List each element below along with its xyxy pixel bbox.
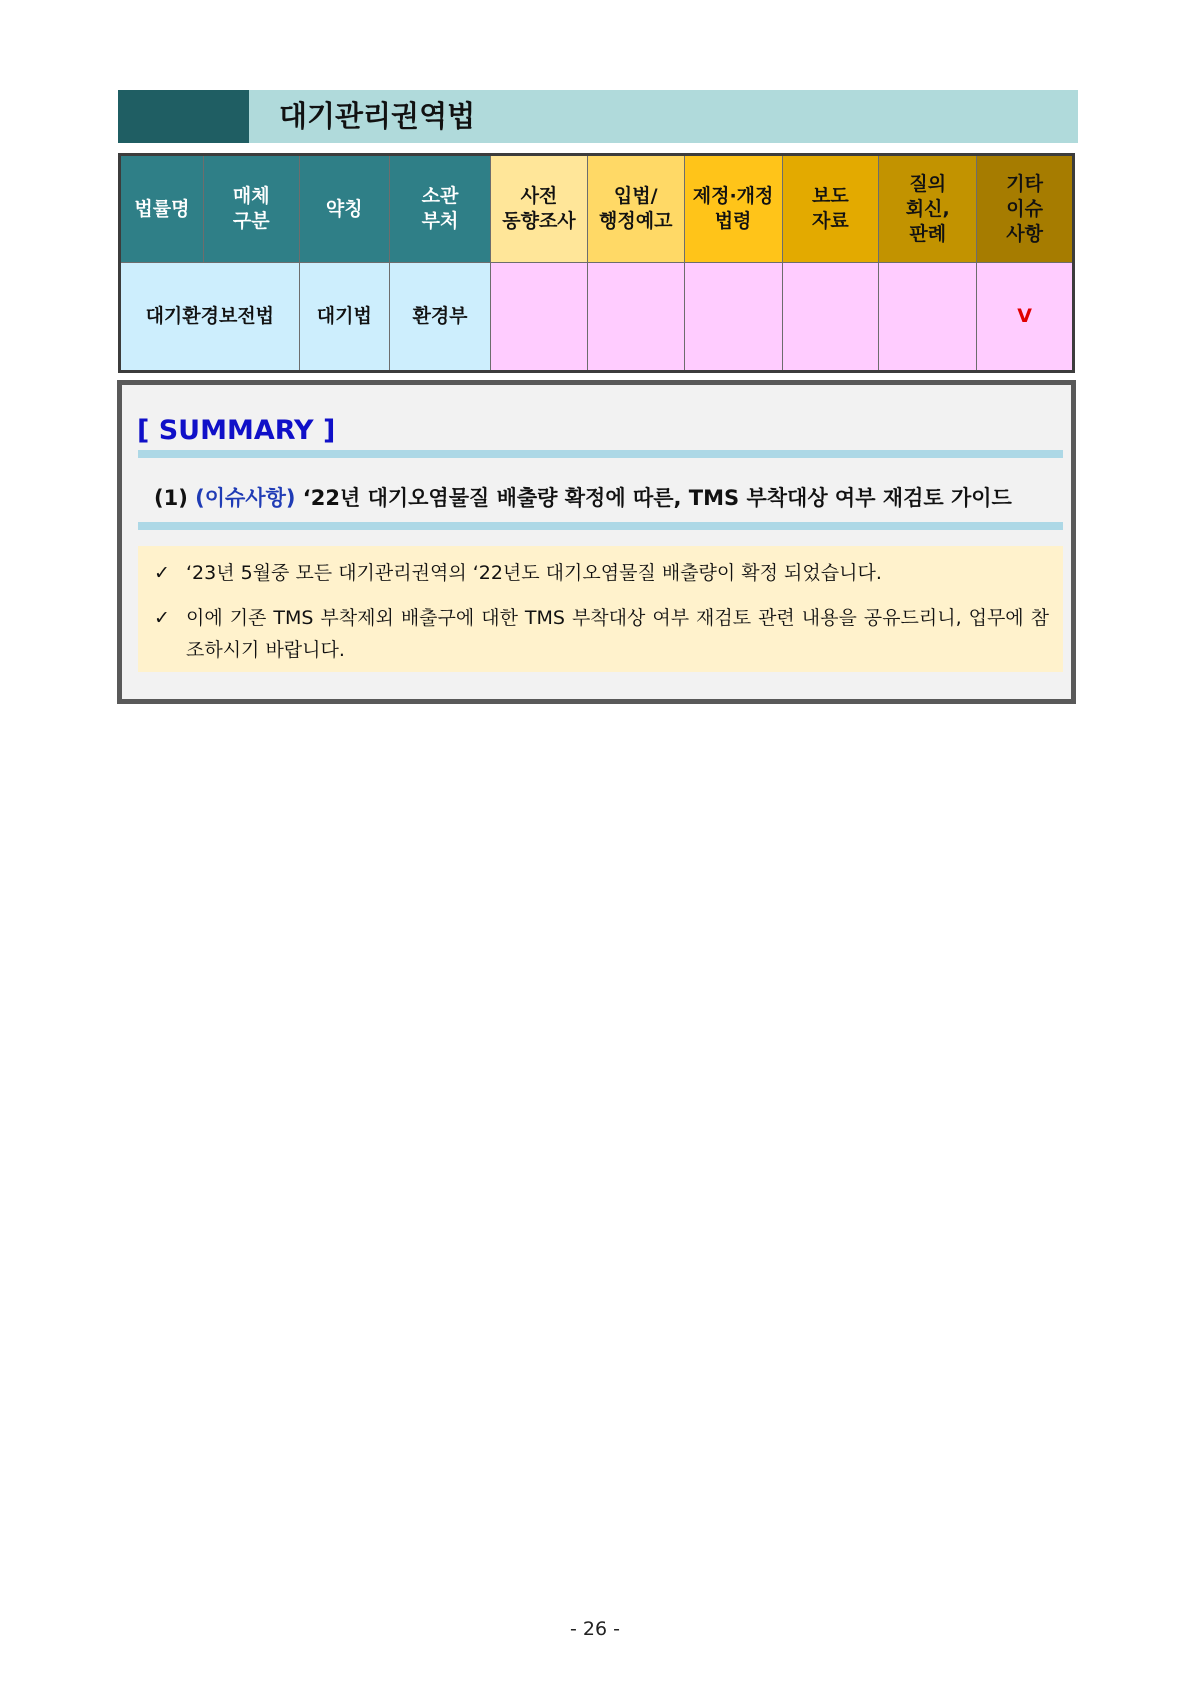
cell-legislation-notice	[587, 263, 684, 372]
bullet-text: 이에 기존 TMS 부착제외 배출구에 대한 TMS 부착대상 여부 재검토 관련 내용을 공유드리니, 업무에 참조하시기 바랍니다.	[186, 607, 1049, 661]
list-item	[154, 602, 1049, 666]
summary-box	[117, 380, 1076, 704]
cell-law-name: 대기환경보전법	[120, 263, 300, 372]
list-item	[154, 557, 1049, 589]
header-other-issues: 기타 이슈 사항	[977, 155, 1074, 263]
header-press-release: 보도 자료	[782, 155, 879, 263]
header-law-name: 법률명	[120, 155, 204, 263]
issue-number: (1)	[154, 486, 188, 510]
issue-top-band	[138, 450, 1063, 458]
page-number: - 26 -	[570, 1618, 620, 1640]
header-legislation-notice: 입법/ 행정예고	[587, 155, 684, 263]
checkmark-icon: ✓	[154, 562, 170, 584]
table-row	[120, 263, 1074, 372]
issue-bottom-band	[138, 522, 1063, 530]
issue-tag: (이슈사항)	[195, 486, 296, 510]
title-accent-block	[118, 90, 249, 143]
section-title: 대기관리권역법	[279, 99, 476, 133]
header-abbreviation: 약칭	[299, 155, 389, 263]
header-ministry: 소관 부처	[389, 155, 490, 263]
header-pre-survey: 사전 동향조사	[491, 155, 588, 263]
law-classification-table	[118, 153, 1075, 373]
cell-pre-survey	[491, 263, 588, 372]
cell-abbreviation: 대기법	[299, 263, 389, 372]
cell-inquiry-precedent	[879, 263, 977, 372]
section-title-bar	[118, 90, 1078, 143]
issue-heading	[154, 482, 1049, 512]
checkmark-icon: ✓	[154, 607, 170, 629]
issue-title: ‘22년 대기오염물질 배출량 확정에 따른, TMS 부착대상 여부 재검토 가이드	[302, 486, 1012, 510]
header-inquiry-precedent: 질의 회신, 판례	[879, 155, 977, 263]
cell-other-issues-mark: V	[977, 263, 1074, 372]
summary-content	[138, 546, 1063, 672]
cell-enactment	[684, 263, 782, 372]
header-media-type: 매체 구분	[203, 155, 299, 263]
summary-title: [ SUMMARY ]	[137, 415, 336, 446]
cell-ministry: 환경부	[389, 263, 490, 372]
bullet-text: ‘23년 5월중 모든 대기관리권역의 ‘22년도 대기오염물질 배출량이 확정 되었습니다.	[186, 562, 882, 584]
header-enactment: 제정·개정 법령	[684, 155, 782, 263]
cell-press-release	[782, 263, 879, 372]
